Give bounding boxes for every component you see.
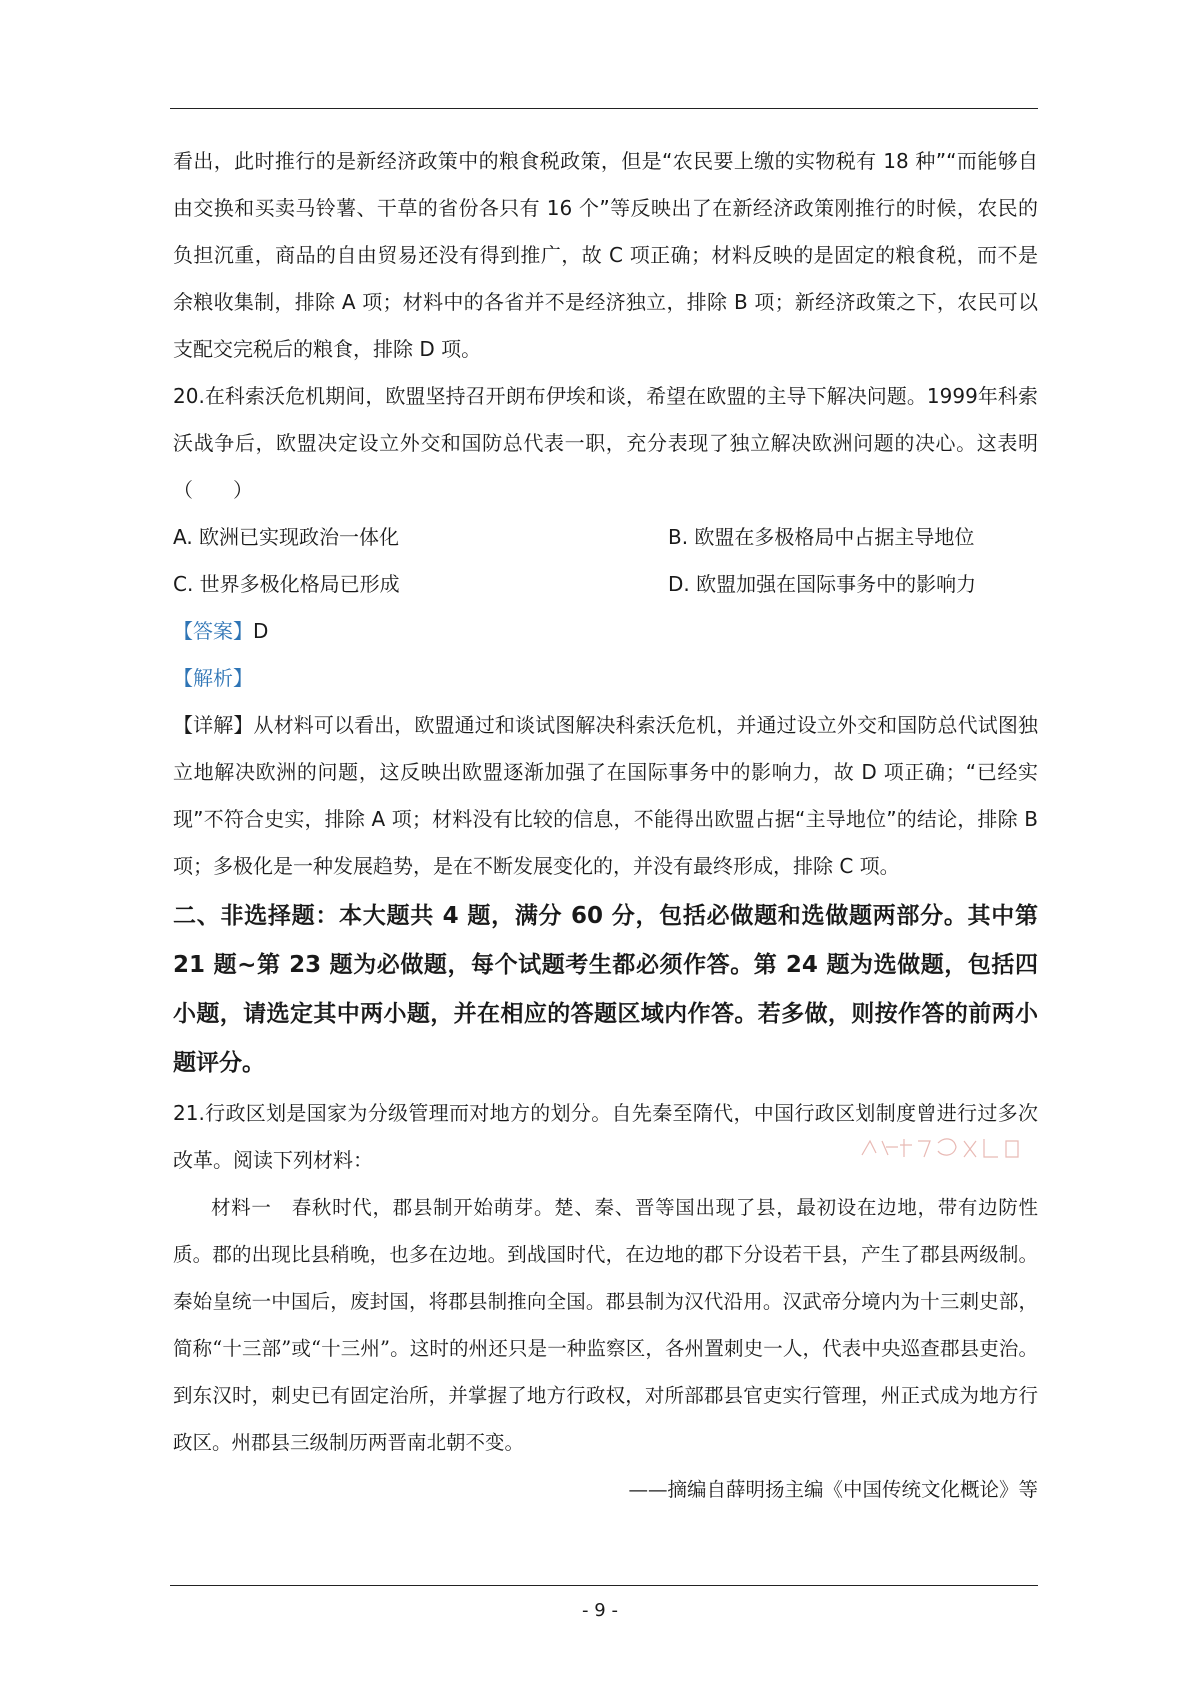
header-rule xyxy=(170,108,1038,109)
q20-analysis xyxy=(173,655,1038,702)
q19-explanation-continuation: 看出，此时推行的是新经济政策中的粮食税政策，但是“农民要上缴的实物税有 18 种”“而能够自由交换和买卖马铃薯、干草的省份各只有 16 个”等反映出了在新经济政策刚推行的时候，农民的负担沉重，商品的自由贸易还没有得到推广，故 C 项正确；材料反映的是固定的粮食税，而不是余粮收集制，排除 A 项；材料中的各省并不是经济独立，排除 B 项；新经济政策之下，农民可以支配交完税后的粮食，排除 D 项。 xyxy=(173,149,1038,361)
analysis-tag: 【解析】 xyxy=(173,666,253,690)
footer-rule xyxy=(170,1585,1038,1586)
q20-options-row-2 xyxy=(173,561,1038,608)
q20-option-c: C. 世界多极化格局已形成 xyxy=(173,572,400,596)
material-1-text: 材料一 春秋时代，郡县制开始萌芽。楚、秦、晋等国出现了县，最初设在边地，带有边防性质。郡的出现比县稍晚，也多在边地。到战国时代，在边地的郡下分设若干县，产生了郡县两级制。秦始皇统一中国后，废封国，将郡县制推向全国。郡县制为汉代沿用。汉武帝分境内为十三刺史部，简称“十三部”或“十三州”。这时的州还只是一种监察区，各州置刺史一人，代表中央巡查郡县吏治。到东汉时，刺史已有固定治所，并掌握了地方行政权，对所部郡县官吏实行管理，州正式成为地方行政区。州郡县三级制历两晋南北朝不变。 xyxy=(173,1196,1038,1454)
q20-stem: 20.在科索沃危机期间，欧盟坚持召开朗布伊埃和谈，希望在欧盟的主导下解决问题。1999年科索沃战争后，欧盟决定设立外交和国防总代表一职，充分表现了独立解决欧洲问题的决心。这表明（ ） xyxy=(173,384,1038,502)
q20-answer xyxy=(173,608,1038,655)
q21-material-source: ——摘编自薛明扬主编《中国传统文化概论》等 xyxy=(628,1478,1038,1501)
q20-detail: 【详解】从材料可以看出，欧盟通过和谈试图解决科索沃危机，并通过设立外交和国防总代试图独立地解决欧洲的问题，这反映出欧盟逐渐加强了在国际事务中的影响力，故 D 项正确；“已经实现”不符合史实，排除 A 项；材料没有比较的信息，不能得出欧盟占据“主导地位”的结论，排除 B 项；多极化是一种发展趋势，是在不断发展变化的，并没有最终形成，排除 C 项。 xyxy=(173,713,1038,878)
answer-value: D xyxy=(253,619,269,643)
watermark-stamp xyxy=(858,1133,1028,1163)
q20-option-b: B. 欧盟在多极格局中占据主导地位 xyxy=(668,525,975,549)
q20-options-row-1 xyxy=(173,514,1038,561)
section-2-heading: 二、非选择题：本大题共 4 题，满分 60 分，包括必做题和选做题两部分。其中第 21 题~第 23 题为必做题，每个试题考生都必须作答。第 24 题为选做题，包括四小题，请选定其中两小题，并在相应的答题区域内作答。若多做，则按作答的前两小题评分。 xyxy=(173,903,1038,1076)
q21-material-1 xyxy=(173,1184,1038,1466)
q20-option-d: D. 欧盟加强在国际事务中的影响力 xyxy=(668,572,977,596)
answer-tag: 【答案】 xyxy=(173,619,253,643)
page-content xyxy=(173,138,1038,1513)
q20-option-a: A. 欧洲已实现政治一体化 xyxy=(173,525,400,549)
q21-stem: 21.行政区划是国家为分级管理而对地方的划分。自先秦至隋代，中国行政区划制度曾进行过多次改革。阅读下列材料： xyxy=(173,1101,1038,1172)
page-number: - 9 - xyxy=(582,1600,618,1621)
